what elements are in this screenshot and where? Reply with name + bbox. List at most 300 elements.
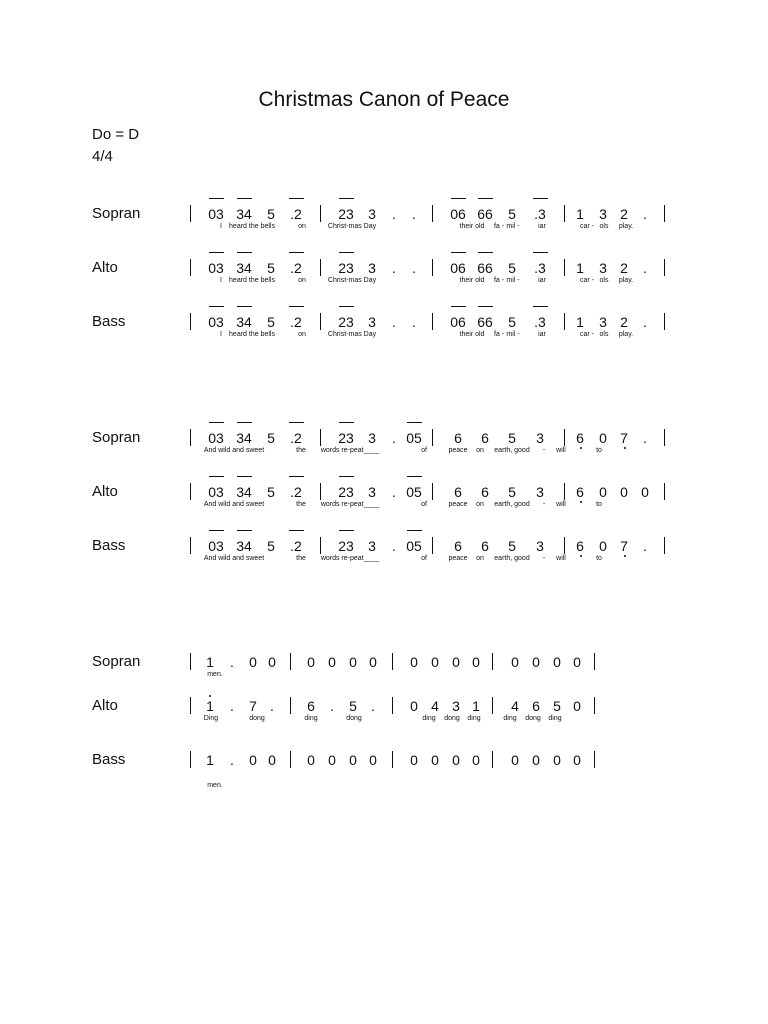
note: 0 — [599, 484, 607, 500]
page-title: Christmas Canon of Peace — [258, 88, 510, 111]
voice-label: Sopran — [92, 205, 141, 222]
lyric: ols — [599, 331, 609, 338]
beam-line — [339, 422, 354, 423]
note: 0 — [328, 752, 336, 768]
note: 0 — [553, 752, 561, 768]
note: 0 — [472, 654, 480, 670]
note: 5 — [508, 260, 516, 276]
note: 0 — [369, 654, 377, 670]
note: .2 — [290, 538, 302, 554]
voice-label: Sopran — [92, 429, 141, 446]
lyric: words re-peat____ — [320, 555, 380, 562]
note: 5 — [508, 538, 516, 554]
time-signature: 4/4 — [92, 148, 113, 165]
lyric: ding — [304, 715, 318, 722]
note: 0 — [511, 654, 519, 670]
note: 5 — [553, 698, 561, 714]
beam-line — [237, 530, 252, 531]
beam-line — [339, 252, 354, 253]
bar-line — [664, 205, 665, 222]
voice-label: Bass — [92, 537, 126, 554]
lyric: ols — [599, 277, 609, 284]
lyric: of — [421, 555, 427, 562]
note: 23 — [338, 314, 354, 330]
note: 0 — [431, 752, 439, 768]
note: 06 — [450, 314, 466, 330]
note: 03 — [208, 206, 224, 222]
note: 5 — [508, 314, 516, 330]
lyric: to — [596, 447, 602, 454]
note: 1 — [576, 260, 584, 276]
note: 0 — [410, 698, 418, 714]
beam-line — [289, 306, 304, 307]
note: 1 — [206, 752, 214, 768]
note: 34 — [236, 430, 252, 446]
note: 6 — [454, 430, 462, 446]
note: 3 — [368, 314, 376, 330]
score-line — [0, 484, 768, 544]
note: 2 — [620, 314, 628, 330]
octave-dot — [624, 447, 626, 449]
lyric: dong — [249, 715, 265, 722]
note: 1 — [472, 698, 480, 714]
note: 1 — [206, 654, 214, 670]
octave-dot — [580, 555, 582, 557]
note: . — [392, 538, 396, 554]
note: 05 — [406, 484, 422, 500]
bar-line — [320, 313, 321, 330]
lyric: iar — [538, 223, 546, 230]
lyric: ding — [467, 715, 481, 722]
lyric: will — [556, 501, 566, 508]
note: 0 — [532, 752, 540, 768]
bar-line — [564, 205, 565, 222]
beam-line — [209, 476, 224, 477]
beam-line — [289, 198, 304, 199]
key-signature: Do = D — [92, 126, 140, 143]
note: 3 — [599, 314, 607, 330]
lyric: earth, good — [494, 447, 530, 454]
note: 0 — [573, 752, 581, 768]
bar-line — [190, 653, 191, 670]
note: 1 — [576, 314, 584, 330]
score-line — [0, 752, 768, 812]
lyric: of — [421, 447, 427, 454]
beam-line — [478, 306, 493, 307]
beam-line — [533, 252, 548, 253]
note: . — [643, 314, 647, 330]
bar-line — [190, 697, 191, 714]
note: 0 — [599, 430, 607, 446]
note: 0 — [431, 654, 439, 670]
beam-line — [451, 252, 466, 253]
note: 0 — [307, 654, 315, 670]
lyric: peace — [448, 555, 468, 562]
note: 23 — [338, 538, 354, 554]
note: 3 — [452, 698, 460, 714]
beam-line — [237, 198, 252, 199]
note: 5 — [267, 430, 275, 446]
lyric: of — [421, 501, 427, 508]
note: . — [392, 206, 396, 222]
lyric: fa - — [493, 223, 505, 230]
note: 6 — [307, 698, 315, 714]
bar-line — [432, 205, 433, 222]
score-line — [0, 314, 768, 374]
score-line — [0, 430, 768, 490]
note: 6 — [454, 484, 462, 500]
note: 34 — [236, 538, 252, 554]
note: 5 — [267, 314, 275, 330]
note: 3 — [368, 538, 376, 554]
note: .2 — [290, 484, 302, 500]
bar-line — [320, 483, 321, 500]
note: 5 — [508, 206, 516, 222]
bar-line — [320, 537, 321, 554]
score-line — [0, 206, 768, 266]
note: 03 — [208, 484, 224, 500]
note: 03 — [208, 314, 224, 330]
bar-line — [492, 697, 493, 714]
note: . — [270, 698, 274, 714]
lyric: the — [296, 447, 306, 454]
lyric: earth, good — [494, 501, 530, 508]
note: 0 — [268, 752, 276, 768]
note: 05 — [406, 538, 422, 554]
note: . — [230, 752, 234, 768]
lyric: I — [220, 223, 222, 230]
lyric: their old — [459, 223, 485, 230]
lyric: their old — [459, 277, 485, 284]
lyric: to — [596, 501, 602, 508]
bar-line — [190, 483, 191, 500]
bar-line — [664, 259, 665, 276]
note: 0 — [307, 752, 315, 768]
beam-line — [289, 252, 304, 253]
lyric: to — [596, 555, 602, 562]
lyric: car - — [580, 331, 594, 338]
note: 34 — [236, 206, 252, 222]
bar-line — [320, 429, 321, 446]
note: 5 — [349, 698, 357, 714]
lyric: men. — [207, 671, 223, 678]
bar-line — [320, 259, 321, 276]
bar-line — [290, 697, 291, 714]
note: 0 — [532, 654, 540, 670]
note: 23 — [338, 430, 354, 446]
lyric: on — [476, 447, 484, 454]
bar-line — [432, 313, 433, 330]
lyric: dong — [525, 715, 541, 722]
beam-line — [339, 530, 354, 531]
note: 6 — [576, 538, 584, 554]
lyric: Christ-mas Day — [327, 223, 377, 230]
beam-line — [339, 198, 354, 199]
beam-line — [533, 198, 548, 199]
note: .3 — [534, 260, 546, 276]
note: 3 — [368, 430, 376, 446]
lyric: dong — [346, 715, 362, 722]
bar-line — [664, 537, 665, 554]
beam-line — [289, 476, 304, 477]
note: 7 — [620, 538, 628, 554]
lyric: heard the bells — [229, 223, 275, 230]
lyric: I — [220, 331, 222, 338]
beam-line — [339, 306, 354, 307]
note: 2 — [620, 206, 628, 222]
lyric: ding — [422, 715, 436, 722]
note: 3 — [368, 206, 376, 222]
bar-line — [432, 429, 433, 446]
note: 0 — [472, 752, 480, 768]
note: 1 — [206, 698, 214, 714]
note: 0 — [328, 654, 336, 670]
lyric: their old — [459, 331, 485, 338]
beam-line — [209, 198, 224, 199]
note: 34 — [236, 484, 252, 500]
lyric: mil - — [506, 223, 520, 230]
note: 0 — [249, 752, 257, 768]
note: 34 — [236, 260, 252, 276]
note: 0 — [349, 752, 357, 768]
note: . — [230, 698, 234, 714]
beam-line — [237, 422, 252, 423]
note: 0 — [349, 654, 357, 670]
lyric: And wild and sweet — [203, 447, 265, 454]
lyric: heard the bells — [229, 277, 275, 284]
lyric: dong — [444, 715, 460, 722]
note: 0 — [573, 698, 581, 714]
bar-line — [392, 697, 393, 714]
lyric: ding — [503, 715, 517, 722]
lyric: Christ-mas Day — [327, 331, 377, 338]
note: 0 — [641, 484, 649, 500]
bar-line — [564, 313, 565, 330]
beam-line — [407, 476, 422, 477]
lyric: ding — [548, 715, 562, 722]
note: .2 — [290, 260, 302, 276]
note: 0 — [620, 484, 628, 500]
lyric: And wild and sweet — [203, 501, 265, 508]
bar-line — [190, 537, 191, 554]
beam-line — [237, 252, 252, 253]
note: 1 — [576, 206, 584, 222]
bar-line — [190, 429, 191, 446]
beam-line — [339, 476, 354, 477]
bar-line — [564, 259, 565, 276]
note: 6 — [481, 430, 489, 446]
lyric: men. — [207, 782, 223, 789]
bar-line — [564, 483, 565, 500]
note: 4 — [511, 698, 519, 714]
lyric: will — [556, 555, 566, 562]
note: 7 — [620, 430, 628, 446]
bar-line — [190, 259, 191, 276]
note: 34 — [236, 314, 252, 330]
lyric: Christ-mas Day — [327, 277, 377, 284]
note: 0 — [452, 654, 460, 670]
bar-line — [190, 313, 191, 330]
note: . — [412, 260, 416, 276]
note: . — [643, 206, 647, 222]
voice-label: Sopran — [92, 653, 141, 670]
bar-line — [392, 653, 393, 670]
note: 3 — [536, 538, 544, 554]
note: . — [412, 206, 416, 222]
bar-line — [664, 313, 665, 330]
lyric: words re-peat____ — [320, 447, 380, 454]
lyric: car - — [580, 277, 594, 284]
note: . — [371, 698, 375, 714]
score-line — [0, 538, 768, 598]
note: 5 — [267, 206, 275, 222]
score-line — [0, 698, 768, 758]
note: 0 — [452, 752, 460, 768]
lyric: on — [298, 223, 306, 230]
lyric: Ding — [203, 715, 219, 722]
bar-line — [564, 429, 565, 446]
octave-dot — [580, 501, 582, 503]
beam-line — [478, 252, 493, 253]
note: 6 — [576, 484, 584, 500]
voice-label: Alto — [92, 697, 118, 714]
lyric: the — [296, 555, 306, 562]
lyric: on — [476, 555, 484, 562]
note: . — [392, 484, 396, 500]
note: 3 — [599, 206, 607, 222]
note: 6 — [532, 698, 540, 714]
note: 6 — [576, 430, 584, 446]
note: . — [392, 430, 396, 446]
note: .2 — [290, 314, 302, 330]
note: . — [392, 314, 396, 330]
lyric: mil - — [506, 277, 520, 284]
note: .2 — [290, 430, 302, 446]
note: . — [643, 260, 647, 276]
note: 06 — [450, 260, 466, 276]
note: 7 — [249, 698, 257, 714]
lyric: earth, good — [494, 555, 530, 562]
bar-line — [664, 483, 665, 500]
bar-line — [594, 751, 595, 768]
beam-line — [209, 422, 224, 423]
note: 03 — [208, 430, 224, 446]
beam-line — [451, 306, 466, 307]
note: 3 — [368, 260, 376, 276]
note: . — [330, 698, 334, 714]
note: 6 — [481, 538, 489, 554]
lyric: play. — [618, 223, 634, 230]
note: 03 — [208, 538, 224, 554]
beam-line — [451, 198, 466, 199]
lyric: on — [298, 331, 306, 338]
note: .2 — [290, 206, 302, 222]
note: 3 — [536, 484, 544, 500]
beam-line — [209, 306, 224, 307]
octave-dot — [624, 555, 626, 557]
note: 6 — [481, 484, 489, 500]
lyric: - — [542, 447, 546, 454]
bar-line — [594, 697, 595, 714]
note: 23 — [338, 484, 354, 500]
bar-line — [392, 751, 393, 768]
note: 0 — [268, 654, 276, 670]
note: 05 — [406, 430, 422, 446]
note: 5 — [508, 484, 516, 500]
note: . — [643, 538, 647, 554]
note: 5 — [267, 538, 275, 554]
note: 3 — [599, 260, 607, 276]
octave-dot — [580, 447, 582, 449]
voice-label: Alto — [92, 259, 118, 276]
note: 6 — [454, 538, 462, 554]
voice-label: Bass — [92, 751, 126, 768]
note: 66 — [477, 314, 493, 330]
note: 0 — [410, 654, 418, 670]
lyric: peace — [448, 501, 468, 508]
note: 66 — [477, 260, 493, 276]
note: 23 — [338, 206, 354, 222]
voice-label: Alto — [92, 483, 118, 500]
note: 0 — [410, 752, 418, 768]
note: . — [230, 654, 234, 670]
octave-dot — [209, 695, 211, 697]
bar-line — [190, 751, 191, 768]
bar-line — [432, 259, 433, 276]
beam-line — [407, 422, 422, 423]
score-line — [0, 260, 768, 320]
bar-line — [190, 205, 191, 222]
lyric: iar — [538, 331, 546, 338]
beam-line — [407, 530, 422, 531]
lyric: ols — [599, 223, 609, 230]
note: 0 — [249, 654, 257, 670]
beam-line — [237, 476, 252, 477]
note: 06 — [450, 206, 466, 222]
note: . — [392, 260, 396, 276]
lyric: fa - — [493, 277, 505, 284]
note: 03 — [208, 260, 224, 276]
beam-line — [289, 530, 304, 531]
lyric: iar — [538, 277, 546, 284]
beam-line — [209, 530, 224, 531]
lyric: - — [542, 501, 546, 508]
beam-line — [289, 422, 304, 423]
note: 23 — [338, 260, 354, 276]
voice-label: Bass — [92, 313, 126, 330]
lyric: And wild and sweet — [203, 555, 265, 562]
lyric: mil - — [506, 331, 520, 338]
bar-line — [594, 653, 595, 670]
note: .3 — [534, 206, 546, 222]
note: 5 — [508, 430, 516, 446]
bar-line — [432, 537, 433, 554]
bar-line — [492, 653, 493, 670]
bar-line — [290, 653, 291, 670]
bar-line — [564, 537, 565, 554]
lyric: on — [298, 277, 306, 284]
lyric: peace — [448, 447, 468, 454]
lyric: play. — [618, 331, 634, 338]
note: . — [643, 430, 647, 446]
lyric: I — [220, 277, 222, 284]
lyric: will — [556, 447, 566, 454]
lyric: play. — [618, 277, 634, 284]
note: 66 — [477, 206, 493, 222]
note: 0 — [553, 654, 561, 670]
lyric: car - — [580, 223, 594, 230]
lyric: words re-peat____ — [320, 501, 380, 508]
